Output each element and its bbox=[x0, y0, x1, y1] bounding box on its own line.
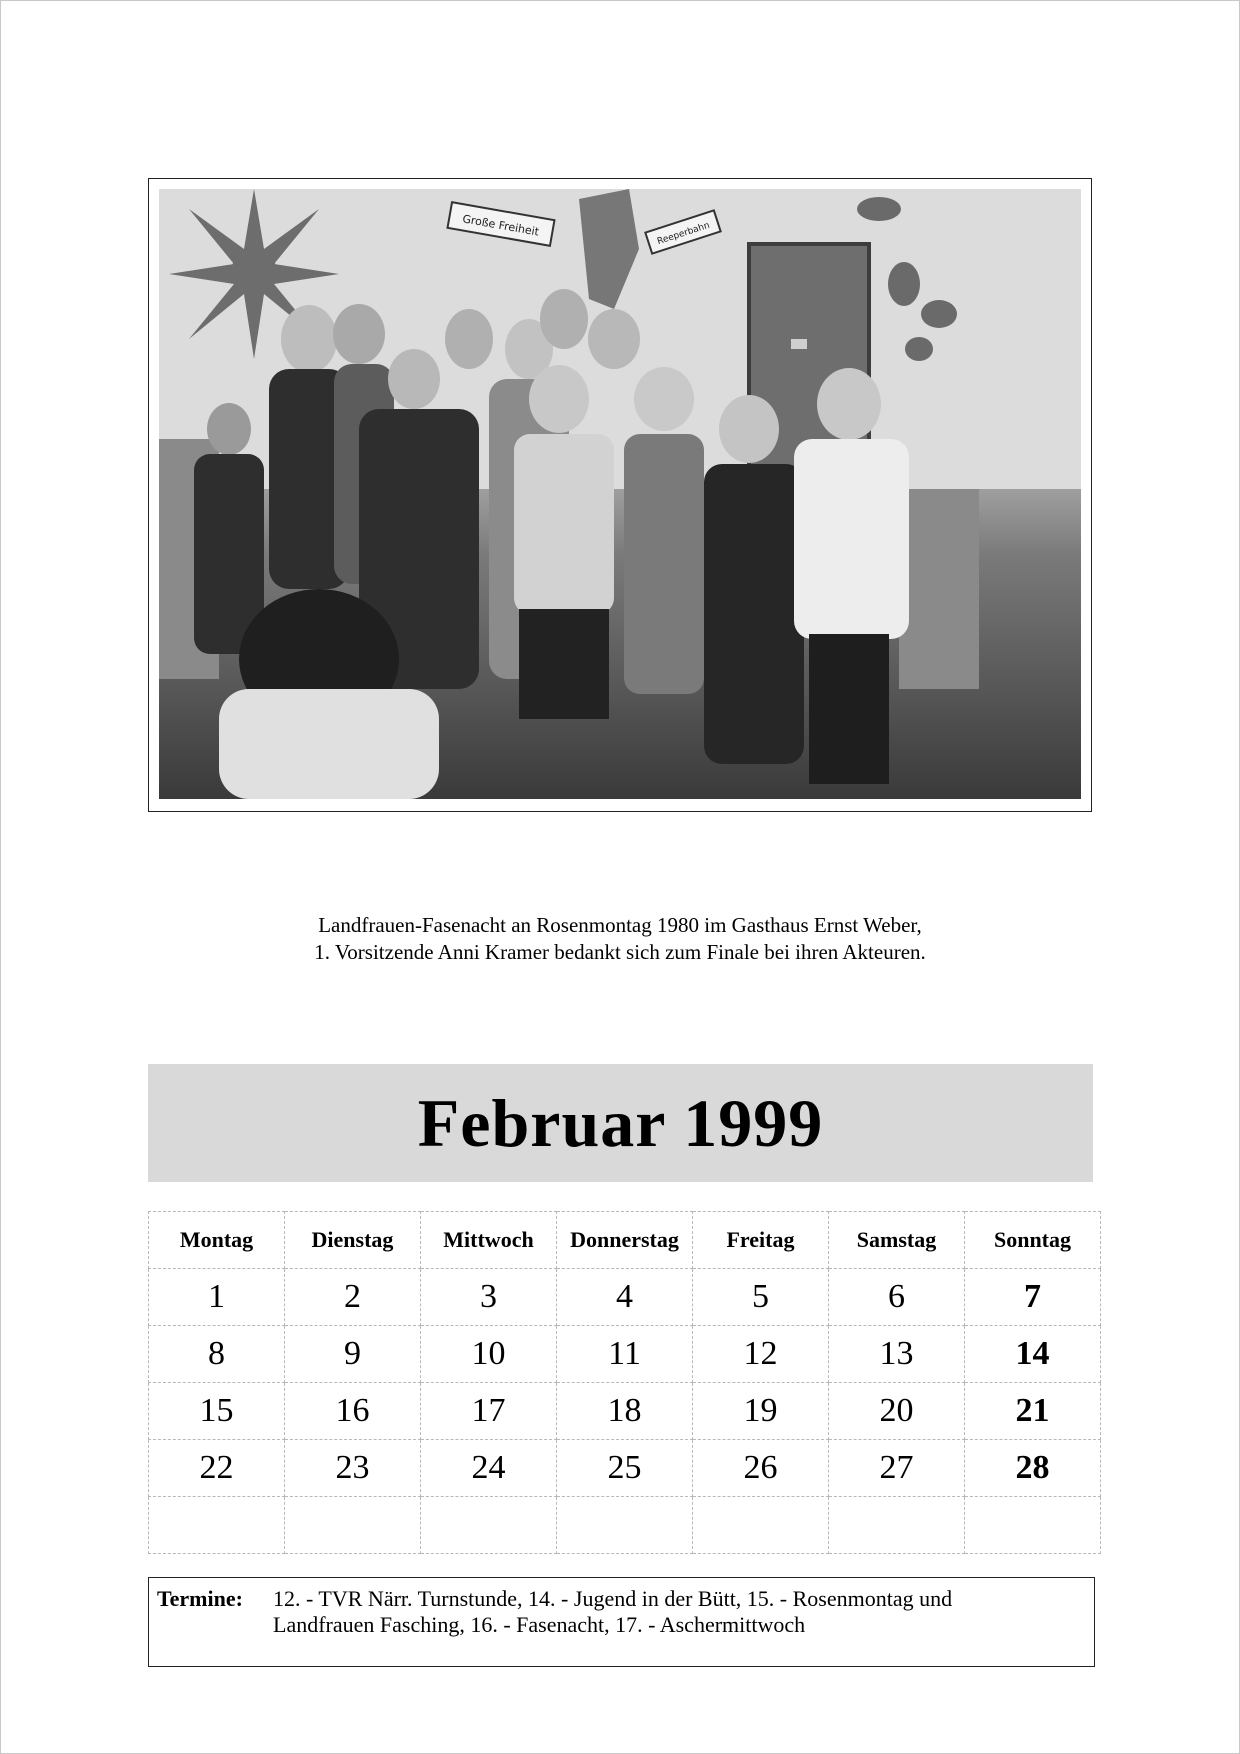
day-cell bbox=[829, 1497, 965, 1554]
sunday-cell: 7 bbox=[965, 1269, 1101, 1326]
sunday-cell: 21 bbox=[965, 1383, 1101, 1440]
day-cell bbox=[149, 1497, 285, 1554]
sunday-cell: 14 bbox=[965, 1326, 1101, 1383]
day-cell: 26 bbox=[693, 1440, 829, 1497]
weekday-monday: Montag bbox=[149, 1212, 285, 1269]
termine-text bbox=[273, 1586, 1083, 1638]
day-cell: 2 bbox=[285, 1269, 421, 1326]
sign-right-text: Reeperbahn bbox=[656, 220, 712, 248]
photo-frame bbox=[148, 178, 1092, 812]
caption-line-2: 1. Vorsitzende Anni Kramer bedankt sich zum Finale bei ihren Akteuren. bbox=[314, 940, 926, 964]
day-cell: 5 bbox=[693, 1269, 829, 1326]
weekday-thursday: Donnerstag bbox=[557, 1212, 693, 1269]
photo-caption bbox=[148, 912, 1092, 966]
day-cell: 17 bbox=[421, 1383, 557, 1440]
day-cell: 20 bbox=[829, 1383, 965, 1440]
day-cell: 10 bbox=[421, 1326, 557, 1383]
day-cell: 8 bbox=[149, 1326, 285, 1383]
day-cell: 23 bbox=[285, 1440, 421, 1497]
day-cell: 24 bbox=[421, 1440, 557, 1497]
day-cell: 19 bbox=[693, 1383, 829, 1440]
weekday-wednesday: Mittwoch bbox=[421, 1212, 557, 1269]
termine-line-2: Landfrauen Fasching, 16. - Fasenacht, 17. - Aschermittwoch bbox=[273, 1612, 806, 1637]
calendar-table bbox=[148, 1211, 1101, 1554]
day-cell: 1 bbox=[149, 1269, 285, 1326]
day-cell: 25 bbox=[557, 1440, 693, 1497]
sunday-cell: 28 bbox=[965, 1440, 1101, 1497]
week-row bbox=[149, 1497, 1101, 1554]
week-row bbox=[149, 1383, 1101, 1440]
weekday-saturday: Samstag bbox=[829, 1212, 965, 1269]
weekday-tuesday: Dienstag bbox=[285, 1212, 421, 1269]
caption-line-1: Landfrauen-Fasenacht an Rosenmontag 1980 im Gasthaus Ernst Weber, bbox=[318, 913, 922, 937]
day-cell: 27 bbox=[829, 1440, 965, 1497]
termine-line-1: 12. - TVR Närr. Turnstunde, 14. - Jugend in der Bütt, 15. - Rosenmontag und bbox=[273, 1586, 953, 1611]
day-cell bbox=[285, 1497, 421, 1554]
day-cell: 15 bbox=[149, 1383, 285, 1440]
week-row bbox=[149, 1326, 1101, 1383]
day-cell: 12 bbox=[693, 1326, 829, 1383]
weekday-sunday: Sonntag bbox=[965, 1212, 1101, 1269]
day-cell: 6 bbox=[829, 1269, 965, 1326]
day-cell: 22 bbox=[149, 1440, 285, 1497]
day-cell bbox=[693, 1497, 829, 1554]
termine-box bbox=[148, 1577, 1095, 1667]
day-cell: 4 bbox=[557, 1269, 693, 1326]
weekday-friday: Freitag bbox=[693, 1212, 829, 1269]
month-title: Februar 1999 bbox=[417, 1084, 824, 1161]
month-banner bbox=[148, 1064, 1093, 1182]
day-cell: 13 bbox=[829, 1326, 965, 1383]
group-photo bbox=[159, 189, 1081, 799]
termine-label: Termine: bbox=[157, 1586, 243, 1611]
day-cell: 11 bbox=[557, 1326, 693, 1383]
day-cell: 18 bbox=[557, 1383, 693, 1440]
week-row bbox=[149, 1440, 1101, 1497]
day-cell: 3 bbox=[421, 1269, 557, 1326]
week-row bbox=[149, 1269, 1101, 1326]
weekday-header-row bbox=[149, 1212, 1101, 1269]
day-cell bbox=[557, 1497, 693, 1554]
day-cell: 16 bbox=[285, 1383, 421, 1440]
sunday-cell bbox=[965, 1497, 1101, 1554]
day-cell bbox=[421, 1497, 557, 1554]
sign-left-text: Große Freiheit bbox=[461, 212, 541, 239]
day-cell: 9 bbox=[285, 1326, 421, 1383]
